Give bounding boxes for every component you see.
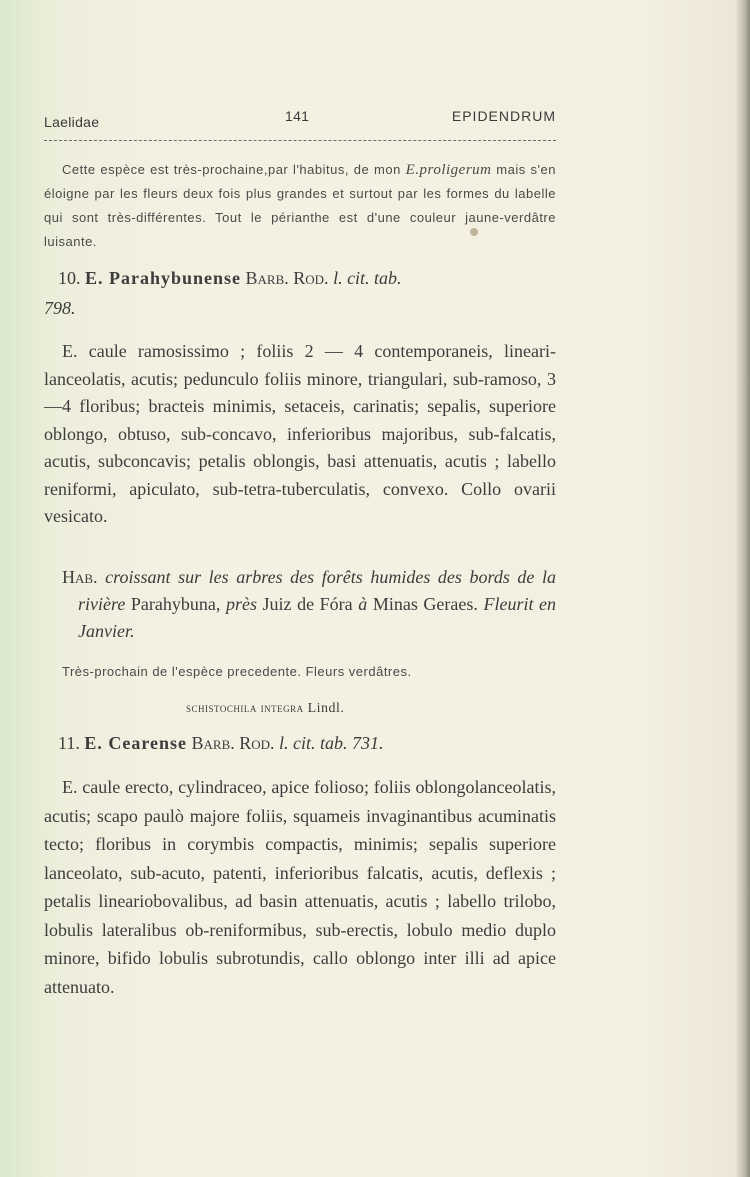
entry-10-ref: l. cit. tab. <box>333 268 402 288</box>
header-genus: EPIDENDRUM <box>451 108 556 124</box>
entry-10-ref-plate: 798. <box>44 298 76 318</box>
caption-author: Lindl. <box>307 701 345 716</box>
habitat-text-2: près <box>225 594 257 614</box>
header-family: Laelidae <box>44 114 100 130</box>
habitat-state: Minas Geraes. <box>372 594 478 614</box>
entry-11-heading <box>58 733 384 754</box>
note1-text-b: mais s'en éloigne par les fleurs deux fois plus grandes et surtout par les formes du labelle qui sont très-différentes. Tout le périanthe est d'une couleur jaune-verdâtre luisante. <box>44 162 557 249</box>
entry-11-name: E. Cearense <box>84 733 187 753</box>
habitat-locality: Parahybuna, <box>130 594 221 614</box>
note-paragraph-1 <box>44 158 556 254</box>
entry-11-description: E. caule erecto, cylindraceo, apice folioso; foliis oblongolanceolatis, acutis; scapo paulò majore foliis, squameis invaginantibus acuminatis tecto; floribus in corymbis compactis, minimis; sepalis superiore lanceolato, sub-acuto, patenti, inferioribus falcatis, acutis, deflexis ; petalis lineariobovalibus, ad basin attenuatis, acutis ; labello trilobo, lobulis lateralibus ob-reniformibus, sub-erectis, lobulo medio duplo minore, bifido lobulis subrotundis, callo oblongo inter illi ad apice attenuato. <box>44 777 556 997</box>
entry-11-author: Barb. Rod. <box>191 733 275 753</box>
entry-10-name: E. Parahybunense <box>85 268 242 288</box>
entry-10-author: Barb. Rod. <box>245 268 329 288</box>
entry-11-ref: l. cit. tab. 731. <box>279 733 384 753</box>
entry-11-number: 11. <box>58 733 80 753</box>
note1-italic: E.proligerum <box>405 162 492 178</box>
note-paragraph-2: Très-prochain de l'espèce precedente. Fleurs verdâtres. <box>62 664 412 679</box>
habitat-text-3: à <box>358 594 368 614</box>
ink-smudge <box>470 228 478 236</box>
habitat-text-1: croissant sur les arbres des forêts humides des bords de la rivière <box>78 567 557 614</box>
entry-10-description: E. caule ramosissimo ; foliis 2 — 4 contemporaneis, lineari-lanceolatis, acutis; pedunculo foliis minore, triangulari, sub-ramoso, 3—4 floribus; bracteis minimis, setaceis, carinatis; sepalis, superiore oblongo, obtuso, sub-concavo, inferioribus majoribus, sub-falcatis, acutis, subconcavis; petalis oblongis, basi attenuatis, acutis ; labello reniformi, apiculato, sub-tetra-tuberculatis, convexo. Collo ovarii vesicato. <box>44 341 556 526</box>
note1-text-a: Cette espèce est très-prochaine,par l'habitus, de mon <box>62 162 406 177</box>
page-number: 141 <box>285 108 310 124</box>
habitat-flowering: Fleurit en Janvier. <box>78 594 557 641</box>
plate-caption <box>186 700 344 717</box>
entry-10-heading <box>44 268 558 318</box>
habitat-paragraph <box>62 564 557 645</box>
habitat-label: Hab. <box>62 567 98 587</box>
habitat-town: Juiz de Fóra <box>262 594 353 614</box>
running-header <box>44 108 556 130</box>
caption-species: schistochila integra <box>186 700 304 715</box>
header-rule <box>44 140 556 141</box>
entry-10-number: 10. <box>58 268 81 288</box>
